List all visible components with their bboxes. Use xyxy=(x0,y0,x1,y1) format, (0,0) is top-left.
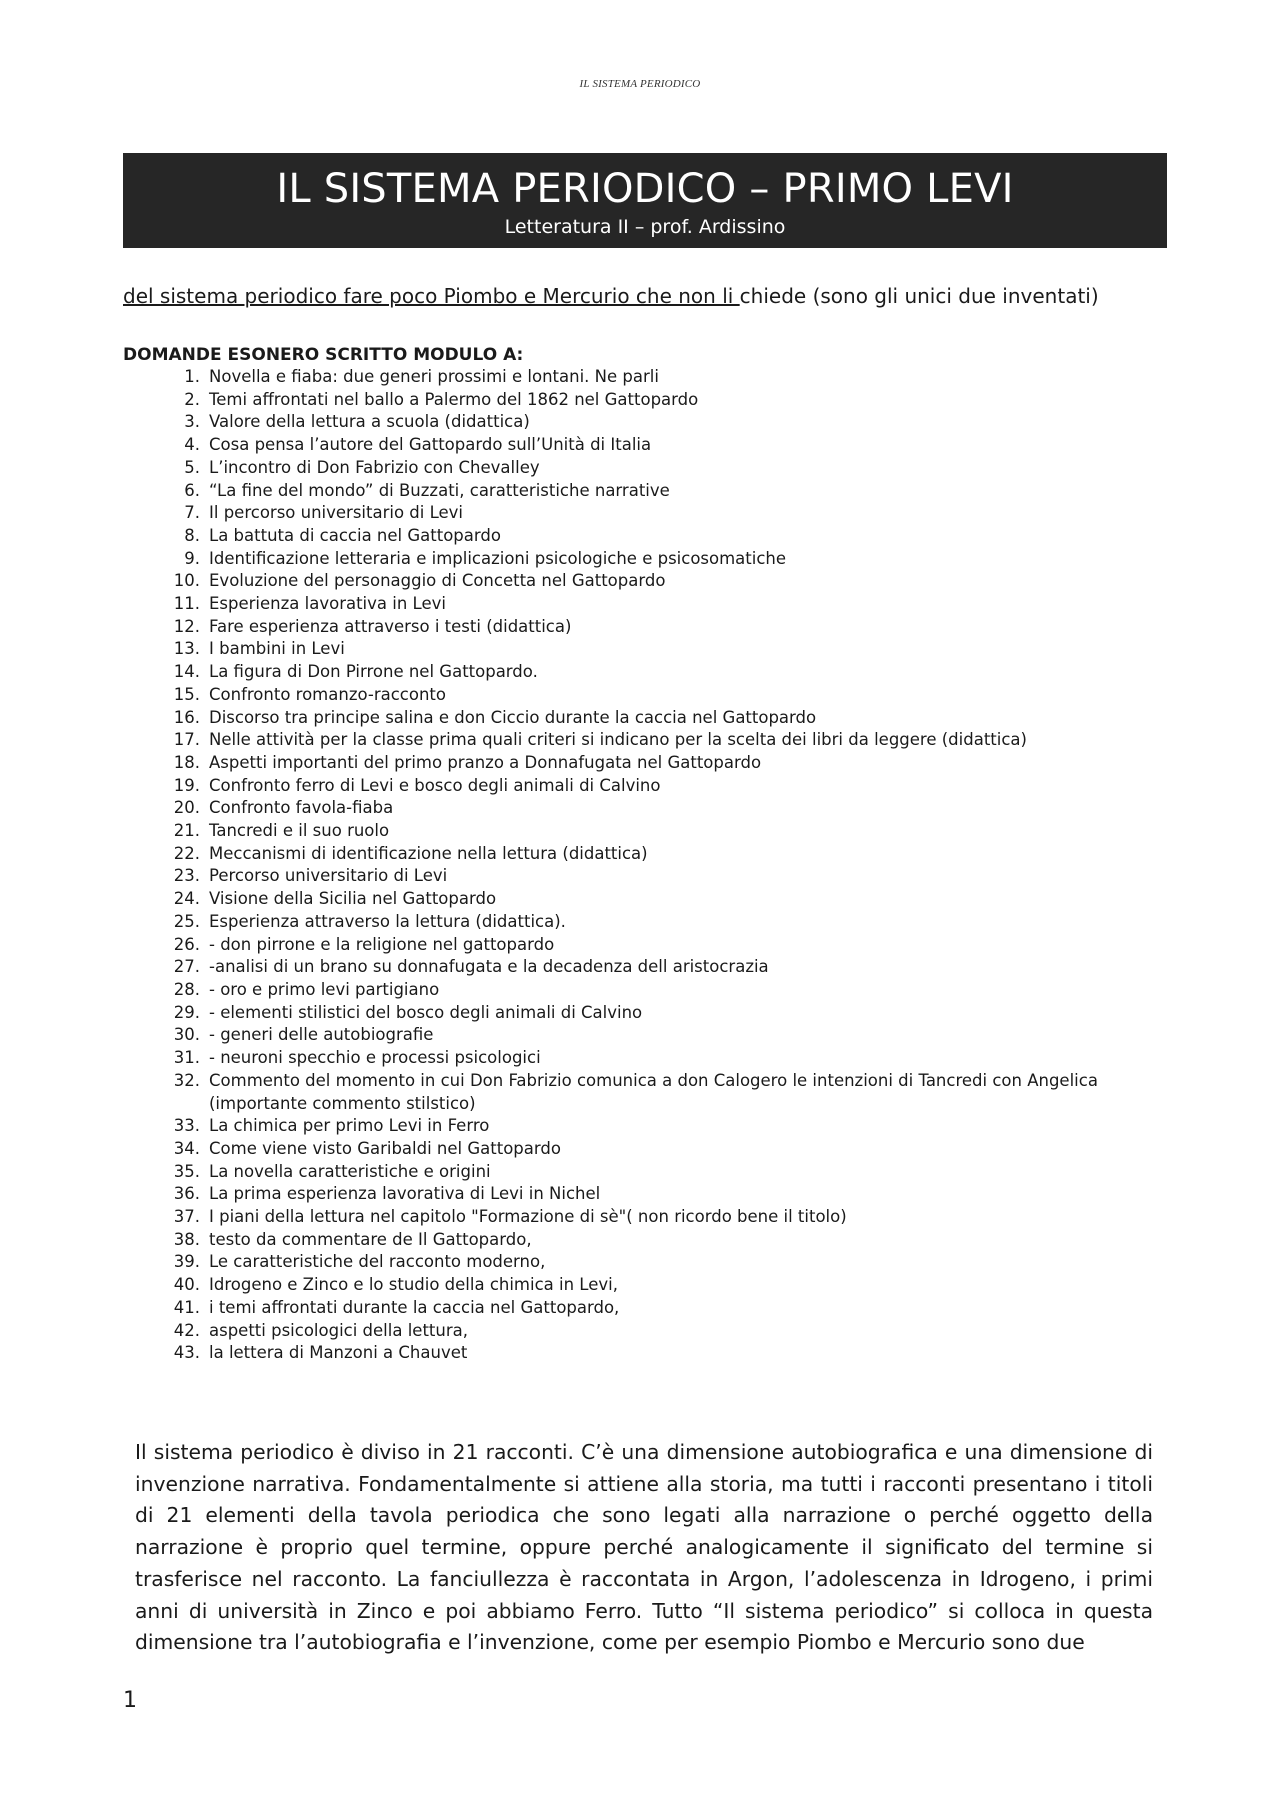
question-number: 7. xyxy=(184,503,200,523)
question-item xyxy=(123,1115,1163,1138)
question-item xyxy=(123,820,1163,843)
question-number: 3. xyxy=(184,412,200,432)
question-text: I bambini in Levi xyxy=(209,639,345,659)
note-line xyxy=(123,282,1183,310)
question-text: testo da commentare de Il Gattopardo, xyxy=(209,1229,532,1249)
question-number: 26. xyxy=(173,934,200,954)
question-text: Fare esperienza attraverso i testi (didattica) xyxy=(209,616,572,636)
question-number: 27. xyxy=(173,957,200,977)
question-text: La chimica per primo Levi in Ferro xyxy=(209,1116,490,1136)
question-item xyxy=(123,570,1163,593)
question-number: 34. xyxy=(173,1138,200,1158)
question-number: 37. xyxy=(173,1207,200,1227)
question-text: - neuroni specchio e processi psicologici xyxy=(209,1048,541,1068)
question-number: 16. xyxy=(173,707,200,727)
question-number: 42. xyxy=(173,1320,200,1340)
question-number: 20. xyxy=(173,798,200,818)
question-item xyxy=(123,1206,1163,1229)
question-number: 1. xyxy=(184,367,200,386)
question-item xyxy=(123,1161,1163,1184)
question-number: 14. xyxy=(173,662,200,682)
question-text: Confronto ferro di Levi e bosco degli animali di Calvino xyxy=(209,775,661,795)
question-item xyxy=(123,1251,1163,1274)
question-number: 29. xyxy=(173,1002,200,1022)
question-item xyxy=(123,1297,1163,1320)
question-number: 9. xyxy=(184,548,200,568)
question-number: 35. xyxy=(173,1161,200,1181)
question-number: 25. xyxy=(173,911,200,931)
question-text: i temi affrontati durante la caccia nel Gattopardo, xyxy=(209,1297,620,1317)
question-number: 8. xyxy=(184,525,200,545)
question-item xyxy=(123,1024,1163,1047)
question-number: 15. xyxy=(173,684,200,704)
question-item xyxy=(123,775,1163,798)
running-header: IL SISTEMA PERIODICO xyxy=(579,78,701,90)
question-number: 38. xyxy=(173,1229,200,1249)
question-number: 22. xyxy=(173,843,200,863)
question-item xyxy=(123,616,1163,639)
question-item xyxy=(123,843,1163,866)
question-text: aspetti psicologici della lettura, xyxy=(209,1320,468,1340)
question-item xyxy=(123,1229,1163,1252)
question-item xyxy=(123,1274,1163,1297)
question-item xyxy=(123,888,1163,911)
question-number: 39. xyxy=(173,1252,200,1272)
question-item xyxy=(123,457,1163,480)
question-item xyxy=(123,1342,1163,1365)
question-text: Idrogeno e Zinco e lo studio della chimica in Levi, xyxy=(209,1275,618,1295)
question-item xyxy=(123,1183,1163,1206)
question-text: La figura di Don Pirrone nel Gattopardo. xyxy=(209,662,538,682)
note-text: chiede (sono gli unici due inventati) xyxy=(739,284,1099,308)
question-item xyxy=(123,979,1163,1002)
question-number: 6. xyxy=(184,480,200,500)
question-text: “La fine del mondo” di Buzzati, caratteristiche narrative xyxy=(209,480,670,500)
question-number: 2. xyxy=(184,389,200,409)
title-banner xyxy=(123,153,1167,248)
question-item xyxy=(123,480,1163,503)
question-item xyxy=(123,865,1163,888)
question-item xyxy=(123,1070,1163,1115)
question-item xyxy=(123,389,1163,412)
question-item xyxy=(123,548,1163,571)
question-number: 18. xyxy=(173,752,200,772)
document-title: IL SISTEMA PERIODICO – PRIMO LEVI xyxy=(276,166,1014,212)
question-text: Confronto romanzo-racconto xyxy=(209,684,446,704)
question-text: -analisi di un brano su donnafugata e la decadenza dell aristocrazia xyxy=(209,957,769,977)
question-item xyxy=(123,797,1163,820)
question-number: 10. xyxy=(173,571,200,591)
question-text: Tancredi e il suo ruolo xyxy=(209,821,390,841)
question-number: 19. xyxy=(173,775,200,795)
question-text: Confronto favola-fiaba xyxy=(209,798,394,818)
question-text: Evoluzione del personaggio di Concetta nel Gattopardo xyxy=(209,571,666,591)
question-item xyxy=(123,956,1163,979)
question-item xyxy=(123,366,1163,389)
question-number: 17. xyxy=(173,730,200,750)
question-item xyxy=(123,707,1163,730)
question-text: Temi affrontati nel ballo a Palermo del 1862 nel Gattopardo xyxy=(209,389,699,409)
question-text: - elementi stilistici del bosco degli animali di Calvino xyxy=(209,1002,643,1022)
question-item xyxy=(123,729,1163,752)
question-item xyxy=(123,525,1163,548)
question-item xyxy=(123,502,1163,525)
question-text: La battuta di caccia nel Gattopardo xyxy=(209,525,501,545)
question-number: 5. xyxy=(184,457,200,477)
question-text: Le caratteristiche del racconto moderno, xyxy=(209,1252,546,1272)
question-item xyxy=(123,684,1163,707)
question-text: Nelle attività per la classe prima quali criteri si indicano per la scelta dei libri da leggere (didattica) xyxy=(209,730,1027,750)
question-item xyxy=(123,411,1163,434)
question-text: Identificazione letteraria e implicazioni psicologiche e psicosomatiche xyxy=(209,548,787,568)
body-paragraph: Il sistema periodico è diviso in 21 racconti. C’è una dimensione autobiografica e una dimensione di invenzione narrativa. Fondamentalmente si attiene alla storia, ma tutti i racconti presentano i titoli di 21 elementi della tavola periodica che sono legati alla narrazione o perché oggetto della narrazione è proprio quel termine, oppure perché analogicamente il significato del termine si trasferisce nel racconto. La fanciullezza è raccontata in Argon, l’adolescenza in Idrogeno, i primi anni di università in Zinco e poi abbiamo Ferro. Tutto “Il sistema periodico” si colloca in questa dimensione tra l’autobiografia e l’invenzione, come per esempio Piombo e Mercurio sono due xyxy=(135,1440,1153,1655)
question-text: Aspetti importanti del primo pranzo a Donnafugata nel Gattopardo xyxy=(209,752,762,772)
question-text: - oro e primo levi partigiano xyxy=(209,979,440,999)
question-text: Esperienza attraverso la lettura (didattica). xyxy=(209,911,566,931)
question-number: 23. xyxy=(173,866,200,886)
question-text: Come viene visto Garibaldi nel Gattopardo xyxy=(209,1138,561,1158)
question-number: 43. xyxy=(173,1343,200,1363)
question-text: Percorso universitario di Levi xyxy=(209,866,448,886)
question-item xyxy=(123,593,1163,616)
question-text: Esperienza lavorativa in Levi xyxy=(209,594,446,614)
question-item xyxy=(123,1002,1163,1025)
question-text: la lettera di Manzoni a Chauvet xyxy=(209,1343,468,1363)
question-number: 41. xyxy=(173,1297,200,1317)
question-number: 11. xyxy=(173,594,200,614)
document-subtitle: Letteratura II – prof. Ardissino xyxy=(504,216,786,238)
question-number: 13. xyxy=(173,639,200,659)
question-item xyxy=(123,1320,1163,1343)
question-number: 36. xyxy=(173,1184,200,1204)
question-item xyxy=(123,1047,1163,1070)
question-text: Meccanismi di identificazione nella lettura (didattica) xyxy=(209,843,648,863)
question-number: 32. xyxy=(173,1070,200,1090)
question-text: Il percorso universitario di Levi xyxy=(209,503,464,523)
question-number: 12. xyxy=(173,616,200,636)
question-item xyxy=(123,934,1163,957)
question-text: L’incontro di Don Fabrizio con Chevalley xyxy=(209,457,540,477)
question-text: Discorso tra principe salina e don Ciccio durante la caccia nel Gattopardo xyxy=(209,707,817,727)
question-item xyxy=(123,661,1163,684)
question-number: 31. xyxy=(173,1048,200,1068)
question-number: 40. xyxy=(173,1275,200,1295)
question-number: 33. xyxy=(173,1116,200,1136)
question-number: 21. xyxy=(173,821,200,841)
question-text: - generi delle autobiografie xyxy=(209,1025,434,1045)
question-text: Novella e fiaba: due generi prossimi e lontani. Ne parli xyxy=(209,367,659,386)
question-item xyxy=(123,911,1163,934)
question-text: - don pirrone e la religione nel gattopardo xyxy=(209,934,555,954)
question-text: La novella caratteristiche e origini xyxy=(209,1161,491,1181)
question-item xyxy=(123,752,1163,775)
note-underlined-text: del sistema periodico fare poco Piombo e Mercurio che non li xyxy=(123,284,740,308)
question-text: Valore della lettura a scuola (didattica) xyxy=(209,412,530,432)
question-number: 24. xyxy=(173,889,200,909)
question-number: 28. xyxy=(173,979,200,999)
question-item xyxy=(123,638,1163,661)
question-number: 4. xyxy=(184,435,200,455)
question-text: Cosa pensa l’autore del Gattopardo sull’Unità di Italia xyxy=(209,435,652,455)
question-text: La prima esperienza lavorativa di Levi in Nichel xyxy=(209,1184,601,1204)
questions-list xyxy=(123,366,1163,1365)
question-number: 30. xyxy=(173,1025,200,1045)
question-text: Commento del momento in cui Don Fabrizio comunica a don Calogero le intenzioni di Tancredi con Angelica (importante commento stilstico) xyxy=(209,1070,1098,1113)
question-text: I piani della lettura nel capitolo "Formazione di sè"( non ricordo bene il titolo) xyxy=(209,1207,847,1227)
questions-heading: DOMANDE ESONERO SCRITTO MODULO A: xyxy=(123,345,524,365)
question-item xyxy=(123,1138,1163,1161)
question-text: Visione della Sicilia nel Gattopardo xyxy=(209,889,497,909)
page-number: 1 xyxy=(123,1688,137,1713)
question-item xyxy=(123,434,1163,457)
